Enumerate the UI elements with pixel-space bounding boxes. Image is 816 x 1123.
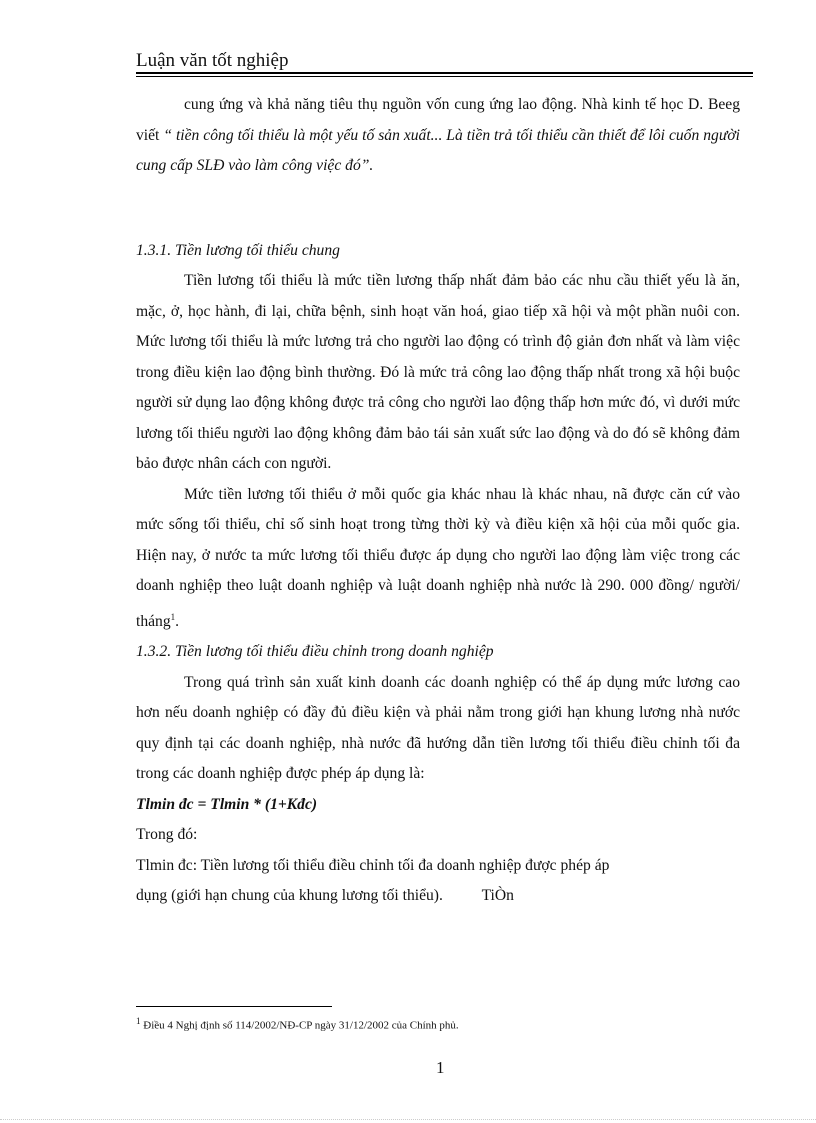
- document-body: [136, 90, 740, 912]
- p2-text: Mức tiền lương tối thiểu ở mỗi quốc gia khác nhau là khác nhau, nã được căn cứ vào mức sống tối thiểu, chỉ số sinh hoạt trong từng thời kỳ và điều kiện xã hội của mỗi quốc gia. Hiện nay, ở nước ta mức lương tối thiểu được áp dụng cho người lao động làm việc trong các doanh nghiệp theo luật doanh nghiệp và luật doanh nghiệp nhà nước là 290. 000 đồng/ người/ tháng: [136, 485, 740, 630]
- definition-line-1: Tlmin đc: Tiền lương tối thiểu điều chỉnh tối đa doanh nghiệp được phép áp: [136, 856, 610, 874]
- footnote-ref: 1: [170, 611, 176, 622]
- paragraph-adjusted-wage: Trong quá trình sản xuất kinh doanh các doanh nghiệp có thể áp dụng mức lương cao hơn nếu doanh nghiệp có đầy đủ điều kiện và phải nằm trong giới hạn khung lương nhà nước quy định tại các doanh nghiệp, nhà nước đã hướng dẫn tiền lương tối thiểu điều chỉnh tối đa trong các doanh nghiệp được phép áp dụng là:: [136, 673, 740, 783]
- footnote-mark: 1: [136, 1016, 141, 1026]
- footnote-text: Điều 4 Nghị định số 114/2002/NĐ-CP ngày 31/12/2002 của Chính phủ.: [140, 1019, 459, 1032]
- paragraph-intro: [136, 90, 740, 182]
- paragraph-minimum-wage: Tiền lương tối thiểu là mức tiền lương thấp nhất đảm bảo các nhu cầu thiết yếu là ăn, mặc, ở, học hành, đi lại, chữa bệnh, sinh hoạt văn hoá, giao tiếp xã hội và một phần nuôi con. Mức lương tối thiểu là mức lương trả cho người lao động có trình độ giản đơn nhất và làm việc trong điều kiện lao động bình thường. Đó là mức trả công lao động thấp nhất trong xã hội buộc người sử dụng lao động không được trả công cho người lao động thấp hơn mức đó, vì dưới mức lương tối thiểu người lao động không đảm bảo tái sản xuất sức lao động và do đó sẽ không đảm bảo được nhân cách con người.: [136, 272, 740, 472]
- section-heading-1-3-2: 1.3.2. Tiền lương tối thiểu điều chỉnh trong doanh nghiệp: [136, 643, 494, 661]
- p2-end: .: [175, 612, 180, 630]
- header-rule-thick: [136, 72, 753, 74]
- formula: Tlmin đc = Tlmin * (1+Kđc): [136, 795, 318, 813]
- page-number: 1: [436, 1058, 445, 1077]
- spacer: [136, 182, 740, 236]
- page-header-title: Luận văn tốt nghiệp: [136, 50, 289, 71]
- page-bottom-border: [0, 1119, 816, 1120]
- intro-quote: “ tiền công tối thiểu là một yếu tố sản xuất... Là tiền trả tối thiểu cần thiết để lôi cuốn người cung cấp SLĐ vào làm công việc đó”.: [136, 126, 740, 174]
- footnote: [136, 1016, 459, 1032]
- paragraph-minimum-wage-country: [136, 480, 740, 638]
- where-label: Trong đó:: [136, 826, 198, 844]
- intro-text: cung ứng và khả năng tiêu thụ nguồn vốn cung ứng lao động. Nhà kinh tế học D. Beeg viết: [136, 96, 740, 144]
- footnote-separator: [136, 1006, 332, 1007]
- definition-line-2: dụng (giới hạn chung của khung lương tối thiểu). TiÒn: [136, 887, 514, 905]
- header-rule-thin: [136, 76, 753, 77]
- section-heading-1-3-1: 1.3.1. Tiền lương tối thiểu chung: [136, 241, 340, 259]
